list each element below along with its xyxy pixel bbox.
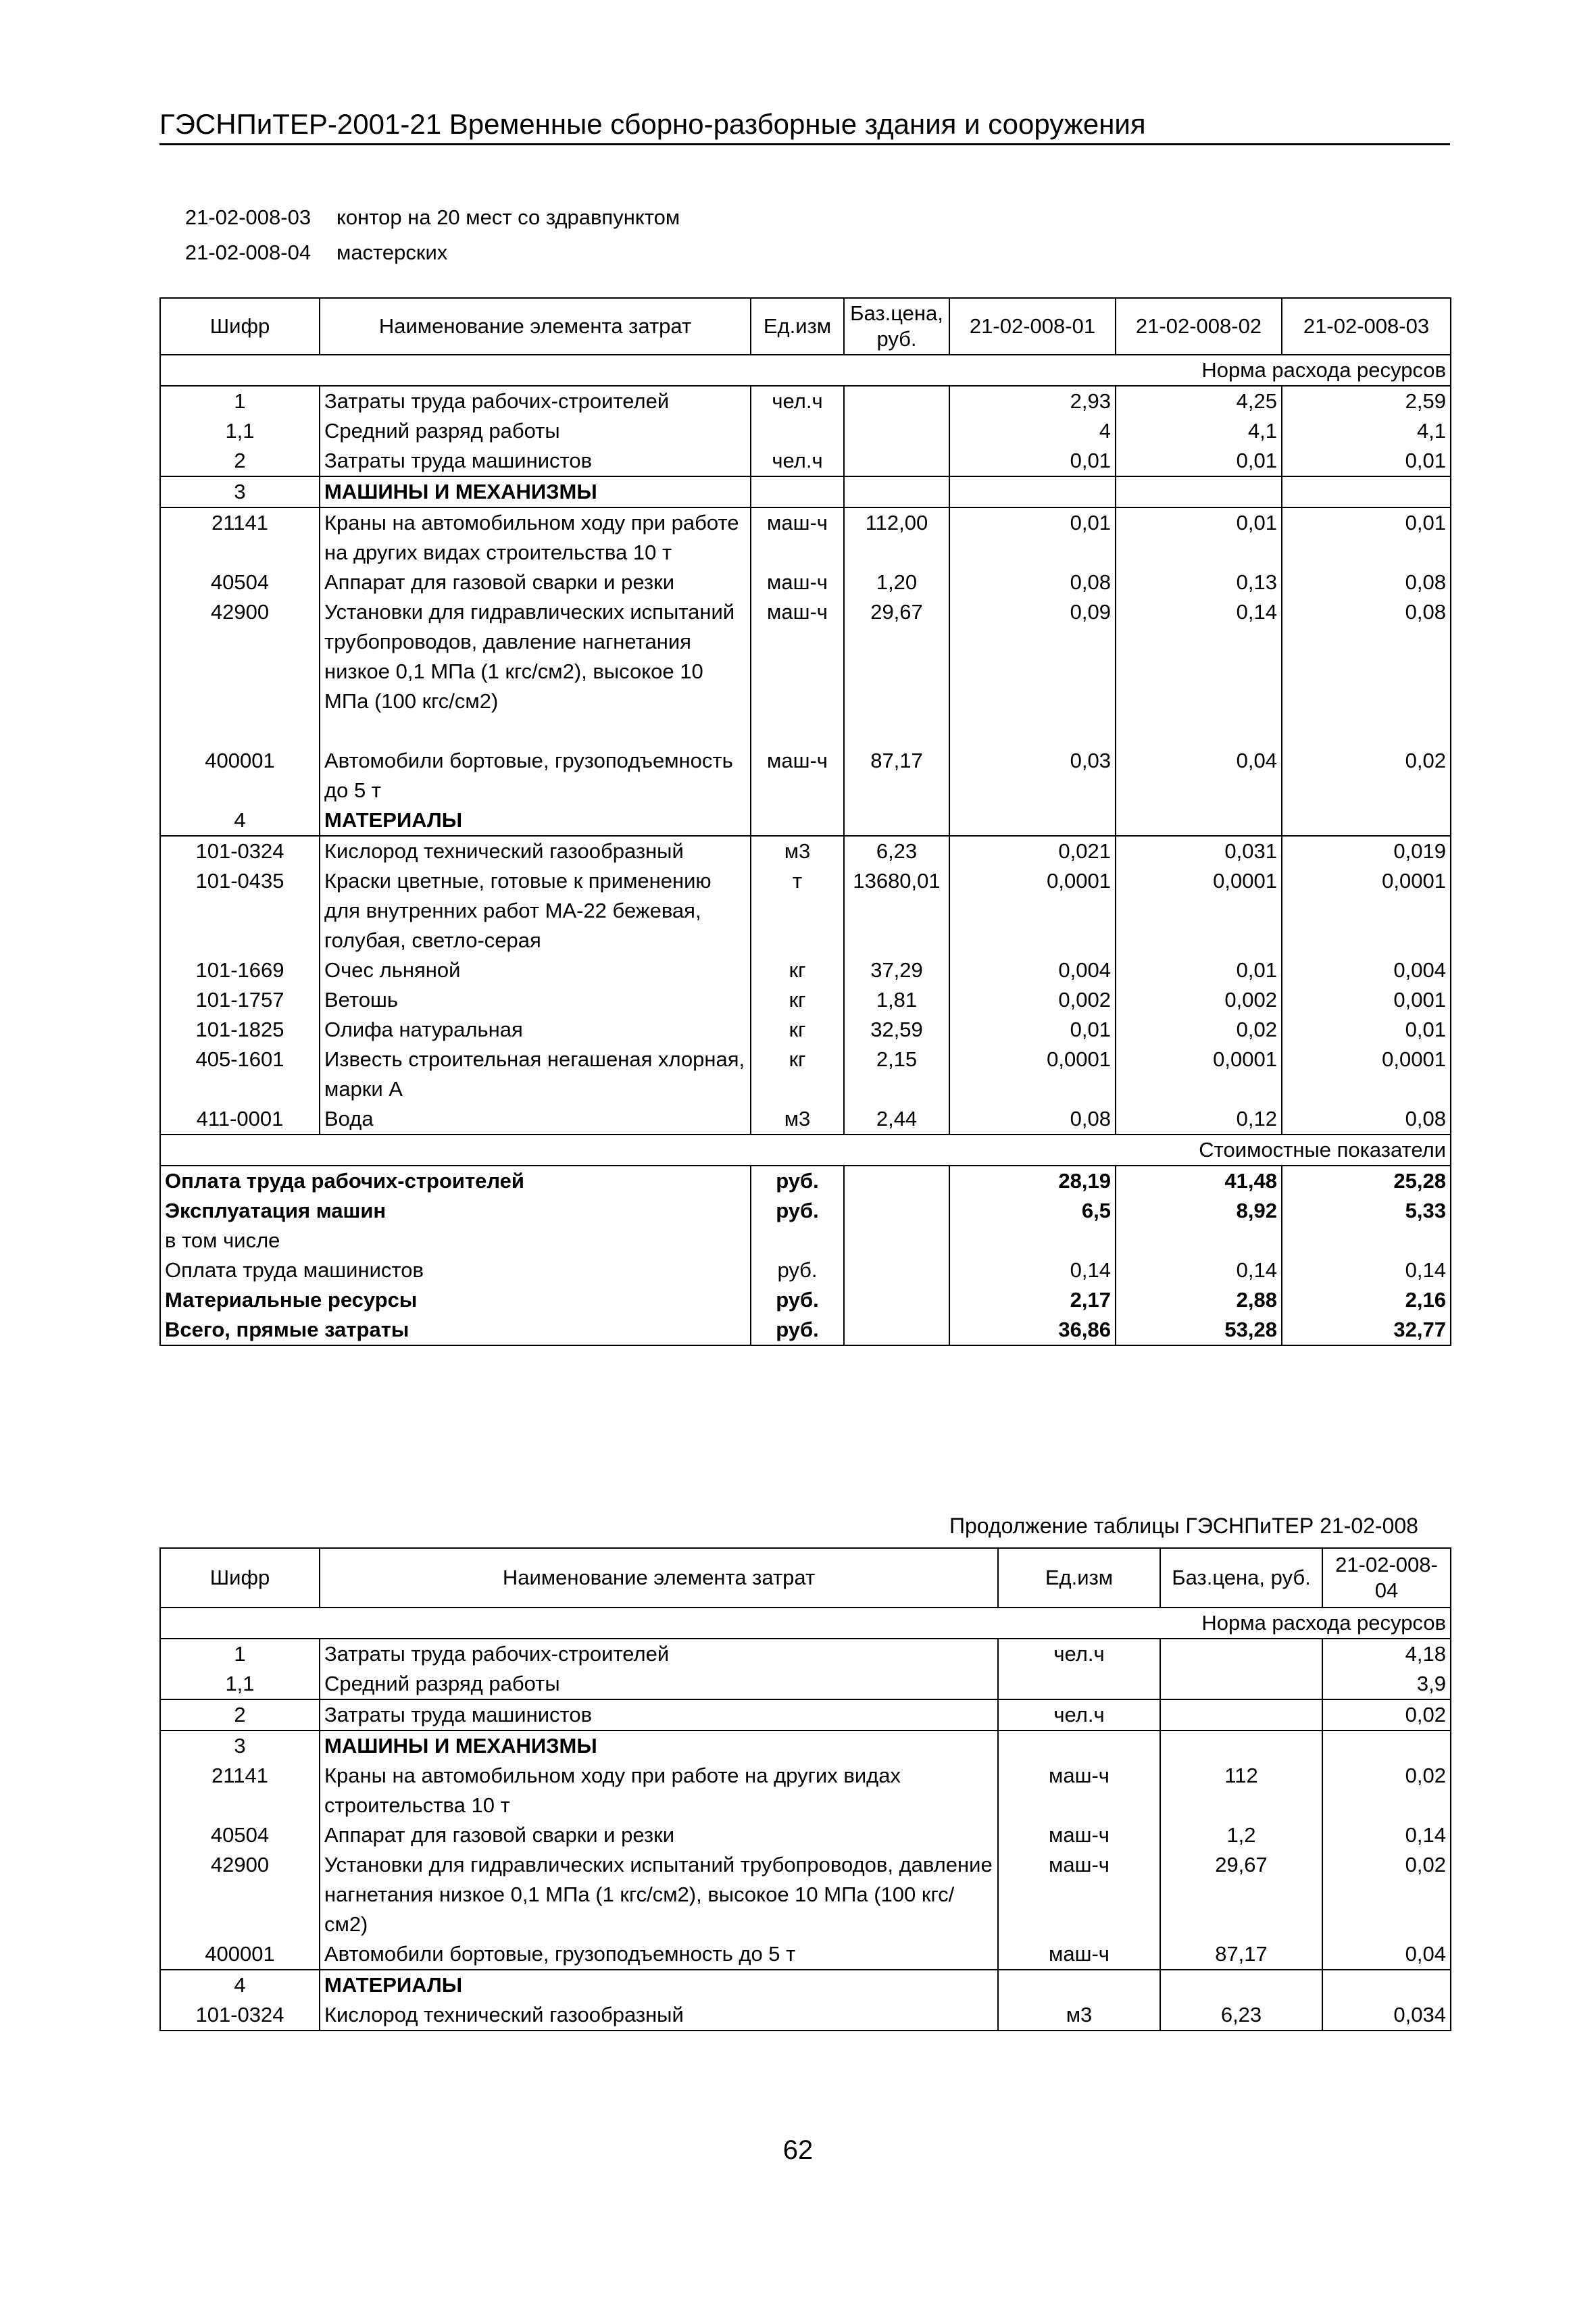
table-cell: м3 xyxy=(751,836,844,866)
table-cell xyxy=(844,1285,949,1315)
table-row xyxy=(160,985,1451,1015)
table-cell: маш-ч xyxy=(998,1850,1160,1939)
table-cell: 21-02-008-01 xyxy=(949,298,1116,355)
table-row xyxy=(160,476,1451,507)
table-cell: Ед.изм xyxy=(998,1548,1160,1608)
table-cell: Краны на автомобильном ходу при работе на других видах строительства 10 т xyxy=(320,507,751,568)
table-cell: Баз.цена, руб. xyxy=(844,298,949,355)
table-cell: 37,29 xyxy=(844,955,949,985)
table-cell: 0,08 xyxy=(1282,568,1451,597)
norm-label-row xyxy=(160,1608,1451,1639)
table-cell: 4,1 xyxy=(1116,416,1282,446)
table-cell: 42900 xyxy=(160,1850,320,1939)
table-cell: 21141 xyxy=(160,1761,320,1820)
table-cell xyxy=(1160,1970,1322,2000)
table-cell: 2 xyxy=(160,1699,320,1731)
table-cell: Краны на автомобильном ходу при работе на других видах строительства 10 т xyxy=(320,1761,998,1820)
table-cell: 400001 xyxy=(160,1939,320,1970)
table-cell xyxy=(844,1315,949,1345)
table-cell: 0,021 xyxy=(949,836,1116,866)
table-row xyxy=(160,836,1451,866)
table-cell xyxy=(949,476,1116,507)
table-cell xyxy=(1116,1226,1282,1255)
code-row xyxy=(159,235,680,270)
table-cell xyxy=(998,1731,1160,1761)
table-cell: 0,02 xyxy=(1116,1015,1282,1045)
table-row xyxy=(160,1699,1451,1731)
table-cell: 0,04 xyxy=(1116,746,1282,805)
table-cell xyxy=(751,476,844,507)
table-cell: чел.ч xyxy=(751,446,844,476)
table-cell: Всего, прямые затраты xyxy=(160,1315,751,1345)
table-cell: 0,002 xyxy=(1116,985,1282,1015)
table-cell: 13680,01 xyxy=(844,866,949,955)
table-cell xyxy=(1282,476,1451,507)
table-cell xyxy=(1282,1226,1451,1255)
cost-row xyxy=(160,1226,1451,1255)
table-cell: кг xyxy=(751,955,844,985)
table-row xyxy=(160,416,1451,446)
table-cell: маш-ч xyxy=(751,568,844,597)
table-cell: чел.ч xyxy=(998,1699,1160,1731)
table-cell xyxy=(1160,1699,1322,1731)
table-cell: 40504 xyxy=(160,1820,320,1850)
table-cell: 0,0001 xyxy=(949,866,1116,955)
table-cell: 0,08 xyxy=(1282,1104,1451,1135)
table-row xyxy=(160,955,1451,985)
table-cell: руб. xyxy=(751,1285,844,1315)
table-cell: 6,23 xyxy=(844,836,949,866)
table-cell: Установки для гидравлических испытаний трубопроводов, давление нагнетания низкое 0,1 МПа (1 кгс/см2), высокое 10 МПа (100 кгс/см2) xyxy=(320,597,751,746)
table-cell: чел.ч xyxy=(998,1639,1160,1669)
table-cell: 21-02-008-04 xyxy=(1322,1548,1451,1608)
table-cell xyxy=(1322,1970,1451,2000)
table-cell: 87,17 xyxy=(844,746,949,805)
table-cell: маш-ч xyxy=(998,1761,1160,1820)
table-row xyxy=(160,446,1451,476)
table-cell: 0,004 xyxy=(949,955,1116,985)
table-cell: 2 xyxy=(160,446,320,476)
table-cell: 4 xyxy=(949,416,1116,446)
table-cell: кг xyxy=(751,985,844,1015)
table-cell: Кислород технический газообразный xyxy=(320,2000,998,2031)
table-cell xyxy=(844,386,949,416)
codes-list xyxy=(159,200,680,270)
table-row xyxy=(160,1939,1451,1970)
table-cell: 1,81 xyxy=(844,985,949,1015)
table-row xyxy=(160,1731,1451,1761)
table-cell xyxy=(751,416,844,446)
table-header-row xyxy=(160,298,1451,355)
table-header-row xyxy=(160,1548,1451,1608)
table-cell: 0,004 xyxy=(1282,955,1451,985)
table-cell: 0,034 xyxy=(1322,2000,1451,2031)
table-cell: 0,01 xyxy=(1116,507,1282,568)
table-row xyxy=(160,2000,1451,2031)
cost-row xyxy=(160,1255,1451,1285)
table-cell: 0,14 xyxy=(1116,597,1282,746)
table-cell: в том числе xyxy=(160,1226,751,1255)
table-row xyxy=(160,866,1451,955)
table-cell: 2,44 xyxy=(844,1104,949,1135)
table-cell xyxy=(844,446,949,476)
table-cell: 0,01 xyxy=(1282,446,1451,476)
table-cell: 2,17 xyxy=(949,1285,1116,1315)
table-cell: 3 xyxy=(160,1731,320,1761)
table-cell: 5,33 xyxy=(1282,1196,1451,1226)
table-cell xyxy=(844,1255,949,1285)
table-cell: 0,01 xyxy=(949,1015,1116,1045)
table-cell xyxy=(1160,1669,1322,1699)
table-cell: 0,14 xyxy=(949,1255,1116,1285)
table-cell xyxy=(844,416,949,446)
table-cell: МАШИНЫ И МЕХАНИЗМЫ xyxy=(320,476,751,507)
table-cell: 0,01 xyxy=(1282,507,1451,568)
table-cell: 4 xyxy=(160,1970,320,2000)
table-cell: 2,59 xyxy=(1282,386,1451,416)
table-cell: Очес льняной xyxy=(320,955,751,985)
table-cell xyxy=(751,1226,844,1255)
table-cell: 4,25 xyxy=(1116,386,1282,416)
page-header: ГЭСНПиТЕР-2001-21 Временные сборно-разборные здания и сооружения xyxy=(159,108,1450,145)
table-cell: маш-ч xyxy=(998,1939,1160,1970)
table-cell: руб. xyxy=(751,1315,844,1345)
table-cell: Известь строительная негашеная хлорная, марки А xyxy=(320,1045,751,1104)
table-cell: Наименование элемента затрат xyxy=(320,298,751,355)
table-cell: 6,23 xyxy=(1160,2000,1322,2031)
table-row xyxy=(160,568,1451,597)
table-cell: Установки для гидравлических испытаний трубопроводов, давление нагнетания низкое 0,1 МПа (1 кгс/см2), высокое 10 МПа (100 кгс/см2) xyxy=(320,1850,998,1939)
table-cell: 0,01 xyxy=(949,507,1116,568)
table-cell: Кислород технический газообразный xyxy=(320,836,751,866)
table-row xyxy=(160,1850,1451,1939)
table-row xyxy=(160,746,1451,805)
table-cell: Автомобили бортовые, грузоподъемность до 5 т xyxy=(320,1939,998,1970)
table-cell: Затраты труда машинистов xyxy=(320,446,751,476)
table-cell: 0,13 xyxy=(1116,568,1282,597)
table-cell: Стоимостные показатели xyxy=(160,1135,1451,1166)
table-cell: 0,0001 xyxy=(1282,1045,1451,1104)
table-cell: 0,03 xyxy=(949,746,1116,805)
table-cell: Средний разряд работы xyxy=(320,416,751,446)
table-cell: 21-02-008-03 xyxy=(1282,298,1451,355)
table-row xyxy=(160,1639,1451,1669)
table-cell: 0,019 xyxy=(1282,836,1451,866)
table-cell: руб. xyxy=(751,1166,844,1196)
table-cell: маш-ч xyxy=(751,597,844,746)
table-cell: кг xyxy=(751,1045,844,1104)
table-cell: 53,28 xyxy=(1116,1315,1282,1345)
table-cell: маш-ч xyxy=(998,1820,1160,1850)
table-cell xyxy=(844,1166,949,1196)
table-cell: 101-1669 xyxy=(160,955,320,985)
table-cell xyxy=(1116,476,1282,507)
table-cell: 112 xyxy=(1160,1761,1322,1820)
table-cell: 0,14 xyxy=(1282,1255,1451,1285)
table-cell: руб. xyxy=(751,1196,844,1226)
table-cell: 3 xyxy=(160,476,320,507)
table-cell xyxy=(949,1226,1116,1255)
code-name: мастерских xyxy=(336,241,448,264)
table-cell: 405-1601 xyxy=(160,1045,320,1104)
table-cell xyxy=(949,805,1116,836)
table-cell: Автомобили бортовые, грузоподъемность до 5 т xyxy=(320,746,751,805)
table-cell: 2,16 xyxy=(1282,1285,1451,1315)
table-cell: 101-0435 xyxy=(160,866,320,955)
table-cell: 1,2 xyxy=(1160,1820,1322,1850)
table-cell: 21141 xyxy=(160,507,320,568)
table-cell xyxy=(844,1196,949,1226)
table-cell: 8,92 xyxy=(1116,1196,1282,1226)
table-cell xyxy=(751,805,844,836)
table-cell: 42900 xyxy=(160,597,320,746)
table-cell: 0,02 xyxy=(1322,1761,1451,1820)
table-cell xyxy=(1160,1639,1322,1669)
resource-table-2 xyxy=(159,1547,1451,2031)
table-cell: 411-0001 xyxy=(160,1104,320,1135)
table-cell: 0,14 xyxy=(1322,1820,1451,1850)
table-cell: 0,001 xyxy=(1282,985,1451,1015)
table-cell: МАТЕРИАЛЫ xyxy=(320,805,751,836)
table-cell: 0,08 xyxy=(949,568,1116,597)
table-cell: Эксплуатация машин xyxy=(160,1196,751,1226)
code-name: контор на 20 мест со здравпунктом xyxy=(336,205,680,229)
table-cell: Затраты труда рабочих-строителей xyxy=(320,1639,998,1669)
table-cell: 4,1 xyxy=(1282,416,1451,446)
table-cell: 1,1 xyxy=(160,1669,320,1699)
table-cell xyxy=(1322,1731,1451,1761)
table-cell: Оплата труда машинистов xyxy=(160,1255,751,1285)
table-row xyxy=(160,507,1451,568)
table-row xyxy=(160,1761,1451,1820)
cost-row xyxy=(160,1196,1451,1226)
table-cell: 1,1 xyxy=(160,416,320,446)
table-cell: 1 xyxy=(160,386,320,416)
table-cell: 101-0324 xyxy=(160,2000,320,2031)
table-cell: 40504 xyxy=(160,568,320,597)
table-cell: 29,67 xyxy=(844,597,949,746)
code-row xyxy=(159,200,680,235)
resource-table-1 xyxy=(159,297,1451,1346)
table-cell: 0,08 xyxy=(949,1104,1116,1135)
table-cell: м3 xyxy=(751,1104,844,1135)
table-cell: маш-ч xyxy=(751,746,844,805)
table-cell xyxy=(844,476,949,507)
table-row xyxy=(160,1015,1451,1045)
table-cell: 2,88 xyxy=(1116,1285,1282,1315)
table-cell: Баз.цена, руб. xyxy=(1160,1548,1322,1608)
table-cell: 36,86 xyxy=(949,1315,1116,1345)
table-cell xyxy=(1160,1731,1322,1761)
table-cell: 2,15 xyxy=(844,1045,949,1104)
table-cell: 32,77 xyxy=(1282,1315,1451,1345)
table-row xyxy=(160,1970,1451,2000)
table-cell: 0,0001 xyxy=(1116,866,1282,955)
table-cell: 25,28 xyxy=(1282,1166,1451,1196)
table-cell: Оплата труда рабочих-строителей xyxy=(160,1166,751,1196)
table-cell: Краски цветные, готовые к применению для внутренних работ МА-22 бежевая, голубая, светло-серая xyxy=(320,866,751,955)
table-cell: 0,02 xyxy=(1322,1850,1451,1939)
table-cell: 28,19 xyxy=(949,1166,1116,1196)
table-row xyxy=(160,1820,1451,1850)
table-cell: 4,18 xyxy=(1322,1639,1451,1669)
table-cell: Аппарат для газовой сварки и резки xyxy=(320,1820,998,1850)
table-cell: 400001 xyxy=(160,746,320,805)
table-cell: 0,031 xyxy=(1116,836,1282,866)
table-cell: 0,0001 xyxy=(1116,1045,1282,1104)
table-cell: 0,09 xyxy=(949,597,1116,746)
table-cell: 0,14 xyxy=(1116,1255,1282,1285)
table-cell: 87,17 xyxy=(1160,1939,1322,1970)
table-cell xyxy=(844,1226,949,1255)
table-cell: 101-0324 xyxy=(160,836,320,866)
cost-label-row xyxy=(160,1135,1451,1166)
table-cell: Средний разряд работы xyxy=(320,1669,998,1699)
table-cell: 0,01 xyxy=(1116,446,1282,476)
table-cell: Затраты труда рабочих-строителей xyxy=(320,386,751,416)
table-cell: 0,04 xyxy=(1322,1939,1451,1970)
table-cell: руб. xyxy=(751,1255,844,1285)
table-cell: 0,0001 xyxy=(949,1045,1116,1104)
table-cell: Ед.изм xyxy=(751,298,844,355)
table-cell xyxy=(1282,805,1451,836)
table-cell: МАШИНЫ И МЕХАНИЗМЫ xyxy=(320,1731,998,1761)
table-cell: Затраты труда машинистов xyxy=(320,1699,998,1731)
table-cell: 21-02-008-02 xyxy=(1116,298,1282,355)
table-cell: 112,00 xyxy=(844,507,949,568)
table-cell: 0,08 xyxy=(1282,597,1451,746)
table-cell: 0,0001 xyxy=(1282,866,1451,955)
cost-row xyxy=(160,1315,1451,1345)
table-cell: 6,5 xyxy=(949,1196,1116,1226)
table-cell: Шифр xyxy=(160,298,320,355)
table-cell: 101-1825 xyxy=(160,1015,320,1045)
table-cell: 1,20 xyxy=(844,568,949,597)
table-cell xyxy=(1116,805,1282,836)
norm-label-row xyxy=(160,355,1451,386)
table-cell: 1 xyxy=(160,1639,320,1669)
table-cell xyxy=(998,1970,1160,2000)
table-cell: т xyxy=(751,866,844,955)
cost-row xyxy=(160,1285,1451,1315)
continuation-note: Продолжение таблицы ГЭСНПиТЕР 21-02-008 xyxy=(949,1514,1418,1538)
table-row xyxy=(160,386,1451,416)
table-cell: Материальные ресурсы xyxy=(160,1285,751,1315)
table-cell: 4 xyxy=(160,805,320,836)
table-cell: 0,02 xyxy=(1322,1699,1451,1731)
code: 21-02-008-03 xyxy=(184,205,311,229)
table-cell: Вода xyxy=(320,1104,751,1135)
table-cell: Норма расхода ресурсов xyxy=(160,355,1451,386)
table-cell: 2,93 xyxy=(949,386,1116,416)
table-cell: 32,59 xyxy=(844,1015,949,1045)
table-cell: Аппарат для газовой сварки и резки xyxy=(320,568,751,597)
table-cell xyxy=(844,805,949,836)
table-cell: 41,48 xyxy=(1116,1166,1282,1196)
table-cell: Наименование элемента затрат xyxy=(320,1548,998,1608)
table-cell: 3,9 xyxy=(1322,1669,1451,1699)
table-cell: 0,002 xyxy=(949,985,1116,1015)
table-cell: 0,12 xyxy=(1116,1104,1282,1135)
table-cell: 0,01 xyxy=(949,446,1116,476)
code: 21-02-008-04 xyxy=(184,241,311,264)
table-cell: 0,01 xyxy=(1282,1015,1451,1045)
table-cell: 0,01 xyxy=(1116,955,1282,985)
table-cell: кг xyxy=(751,1015,844,1045)
table-row xyxy=(160,1104,1451,1135)
table-cell: 0,02 xyxy=(1282,746,1451,805)
table-cell: Олифа натуральная xyxy=(320,1015,751,1045)
table-cell: чел.ч xyxy=(751,386,844,416)
table-cell xyxy=(998,1669,1160,1699)
table-cell: 29,67 xyxy=(1160,1850,1322,1939)
table-row xyxy=(160,597,1451,746)
table-cell: маш-ч xyxy=(751,507,844,568)
table-cell: Шифр xyxy=(160,1548,320,1608)
table-cell: м3 xyxy=(998,2000,1160,2031)
table-row xyxy=(160,1669,1451,1699)
table-row xyxy=(160,1045,1451,1104)
table-cell: МАТЕРИАЛЫ xyxy=(320,1970,998,2000)
table-cell: Норма расхода ресурсов xyxy=(160,1608,1451,1639)
page-number: 62 xyxy=(782,2135,814,2165)
table-cell: 101-1757 xyxy=(160,985,320,1015)
cost-row xyxy=(160,1166,1451,1196)
table-cell: Ветошь xyxy=(320,985,751,1015)
table-row xyxy=(160,805,1451,836)
